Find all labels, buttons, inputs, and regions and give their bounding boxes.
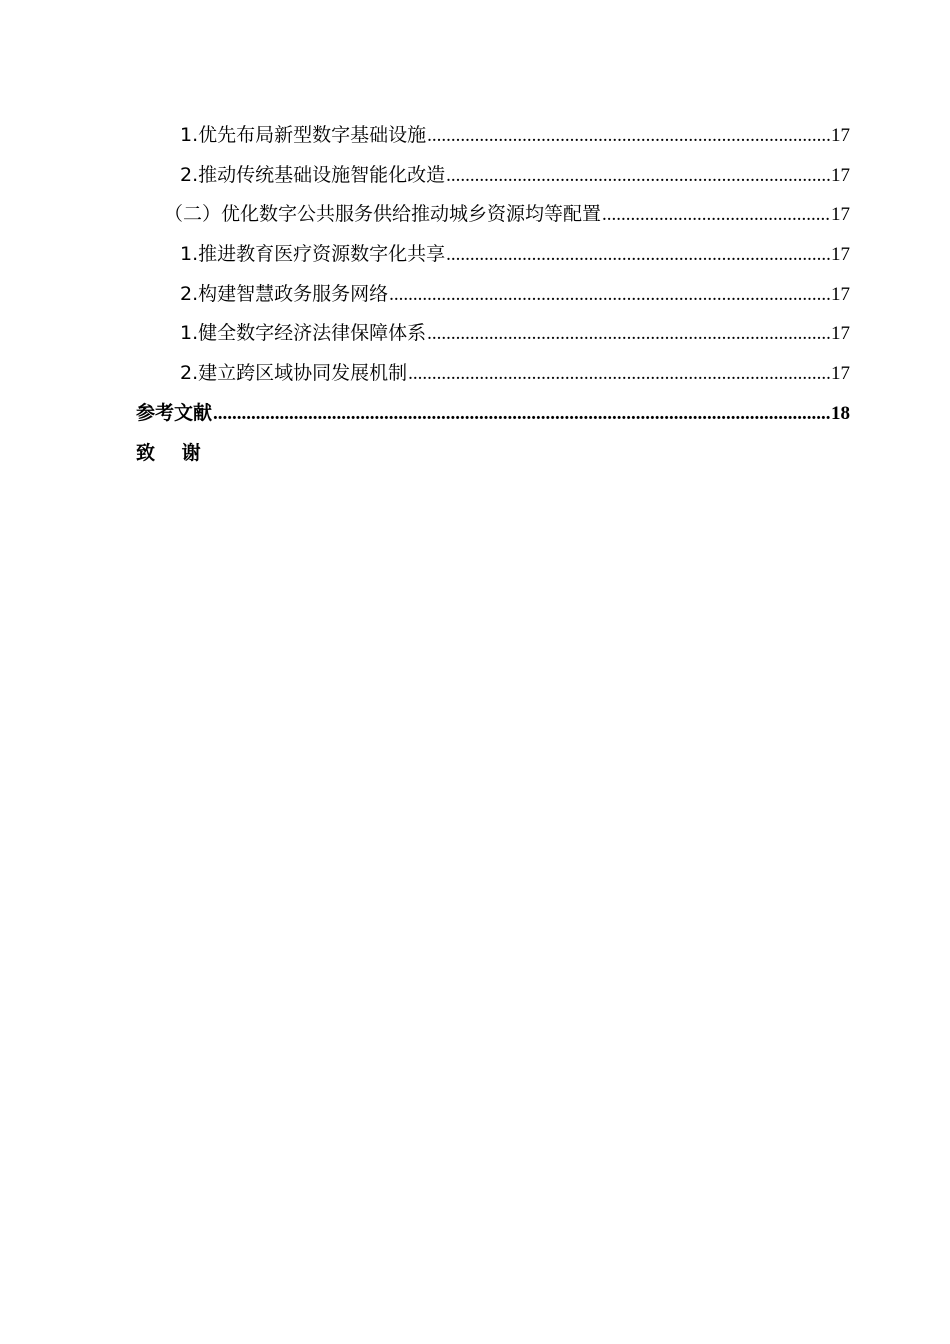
toc-dot-leader	[446, 165, 830, 187]
toc-entry[interactable]	[136, 160, 850, 200]
toc-entry[interactable]	[136, 239, 850, 279]
toc-page-number: 17	[831, 363, 850, 385]
toc-entry-title: 2.推动传统基础设施智能化改造	[180, 163, 446, 186]
toc-entry-title: 2.构建智慧政务服务网络	[180, 282, 389, 305]
toc-page-number: 17	[831, 204, 850, 226]
toc-entry-references[interactable]	[136, 398, 850, 438]
toc-page-number: 17	[831, 164, 850, 186]
toc-entry[interactable]	[136, 358, 850, 398]
toc-entry-acknowledgement[interactable]	[136, 438, 850, 478]
toc-dot-leader	[427, 323, 830, 345]
toc-entry[interactable]	[136, 318, 850, 358]
table-of-contents	[136, 120, 850, 477]
toc-entry-title: （二）优化数字公共服务供给推动城乡资源均等配置	[164, 203, 602, 226]
toc-entry-title: 致 谢	[136, 441, 211, 464]
toc-page-number: 17	[831, 283, 850, 305]
toc-entry-title: 2.建立跨区域协同发展机制	[180, 362, 408, 385]
toc-dot-leader	[446, 244, 830, 266]
toc-dot-leader	[427, 125, 830, 147]
toc-entry-title: 1.优先布局新型数字基础设施	[180, 124, 427, 146]
toc-page-number: 17	[831, 244, 850, 266]
toc-page-number: 17	[831, 125, 850, 146]
toc-dot-leader	[602, 204, 830, 226]
toc-entry-title: 1.推进教育医疗资源数字化共享	[180, 243, 446, 266]
toc-entry[interactable]	[136, 199, 850, 239]
toc-page-number: 17	[831, 323, 850, 345]
toc-entry[interactable]	[136, 279, 850, 319]
toc-dot-leader	[408, 363, 830, 385]
toc-page-number: 18	[831, 402, 850, 424]
toc-entry[interactable]	[136, 120, 850, 160]
toc-dot-leader	[389, 284, 830, 306]
toc-dot-leader	[213, 403, 830, 425]
toc-entry-title: 参考文献	[136, 401, 213, 424]
toc-entry-title: 1.健全数字经济法律保障体系	[180, 322, 427, 345]
